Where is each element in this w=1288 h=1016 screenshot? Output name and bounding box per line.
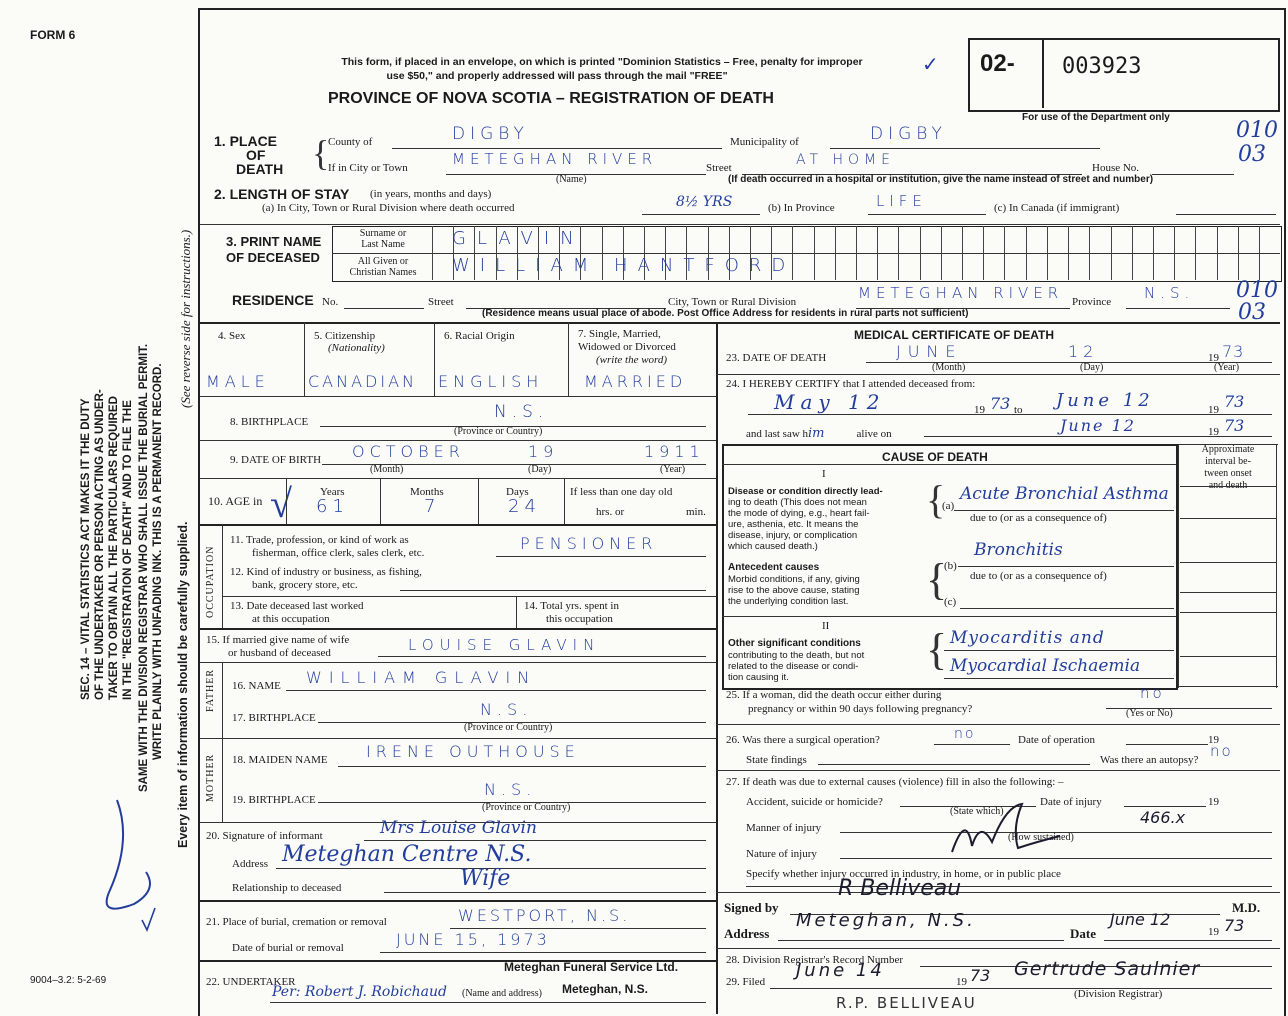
- cause-title: CAUSE OF DEATH: [882, 450, 988, 464]
- typed-physician-name: R.P. BELLIVEAU: [836, 994, 977, 1012]
- residence-province-label: Province: [1072, 296, 1112, 308]
- county-value: DIGBY: [452, 124, 529, 144]
- q15-label: 15. If married give name of wife or husband of deceased: [206, 634, 350, 659]
- street-label: Street: [706, 162, 732, 174]
- citizenship-label: 5. Citizenship: [314, 330, 376, 342]
- how-sustained-sub: (How sustained): [1008, 832, 1074, 843]
- stay-label: 2. LENGTH OF STAY: [214, 186, 350, 202]
- physician-address-label: Address: [724, 926, 770, 941]
- citizenship-value: CANADIAN: [308, 372, 417, 391]
- sex-value: MALE: [206, 372, 270, 391]
- reg-prefix: 02-: [980, 50, 1015, 77]
- antecedent-title: Antecedent causes: [728, 562, 820, 573]
- side-note-line: SEC. 14 – VITAL STATISTICS ACT MAKES IT THE DUTY: [80, 398, 92, 700]
- cause-a-value: Acute Bronchial Asthma: [960, 484, 1169, 504]
- filed-date: June 14: [796, 960, 885, 981]
- part-1-label: I: [822, 468, 826, 480]
- years-label: Years: [320, 486, 345, 498]
- residence-city-label: City, Town or Rural Division: [668, 296, 797, 308]
- q29-label: 29. Filed: [726, 976, 766, 988]
- min-label: min.: [686, 506, 706, 518]
- marital-value: MARRIED: [584, 372, 687, 391]
- side-note-line: IN THE "REGISTRATION OF DEATH" AND TO FILE THE: [122, 400, 134, 700]
- alive-year: 73: [1224, 416, 1245, 435]
- q18-label: 18. MAIDEN NAME: [232, 754, 328, 766]
- relationship-label: Relationship to deceased: [232, 882, 342, 894]
- side-note-information: Every item of information should be carefully supplied.: [176, 521, 190, 848]
- mail-notice-line-1: This form, if placed in an envelope, on which is printed "Dominion Statistics – Free, penalty for improper: [341, 56, 863, 68]
- q13-label: 13. Date deceased last worked at this occupation: [230, 600, 364, 625]
- spouse-value: LOUISE GLAVIN: [408, 636, 601, 654]
- q14-label: 14. Total yrs. spent in this occupation: [524, 600, 619, 625]
- side-note-line: SAME WITH THE DIVISION REGISTRAR WHO SHALL ISSUE THE BURIAL PERMIT.: [138, 343, 150, 792]
- form-title: PROVINCE OF NOVA SCOTIA – REGISTRATION OF DEATH: [328, 90, 774, 107]
- print-code: 9004–3.2: 5-2-69: [30, 975, 107, 986]
- dob-month: OCTOBER: [352, 442, 465, 461]
- name-label: 3. PRINT NAME OF DECEASED: [226, 234, 322, 265]
- age-label: 10. AGE in: [208, 494, 263, 508]
- county-label: County of: [328, 136, 373, 148]
- dob-day: 19: [528, 442, 559, 461]
- residence-province-value: N.S.: [1144, 284, 1195, 302]
- signed-date-label: Date: [1070, 926, 1096, 941]
- burial-date: JUNE 15, 1973: [396, 930, 550, 949]
- death-year-sub: (Year): [1214, 362, 1240, 373]
- informant-address-label: Address: [232, 858, 269, 870]
- father-prov-sub: (Province or Country): [464, 722, 553, 733]
- filed-year: 73: [970, 966, 991, 985]
- relationship-value: Wife: [460, 866, 511, 891]
- months-label: Months: [410, 486, 444, 498]
- burial-place: WESTPORT, N.S.: [458, 906, 631, 925]
- q26-answer: no: [954, 726, 976, 742]
- hospital-note: (If death occurred in a hospital or institution, give the name instead of street and number): [728, 174, 1154, 185]
- attended-to-label: to: [1014, 404, 1023, 416]
- manner-label: Manner of injury: [746, 822, 822, 834]
- side-note-line: WRITE PLAINLY WITH UNFADING INK. THIS IS A PERMANENT RECORD.: [152, 363, 164, 760]
- name-sublabel: (Name): [556, 174, 587, 185]
- stay-b-label: (b) In Province: [768, 202, 835, 214]
- less-than-day-label: If less than one day old: [570, 486, 673, 498]
- dob-day-sub: (Day): [528, 464, 552, 475]
- specify-label: Specify whether injury occurred in industry, in home, or in public place: [746, 868, 1061, 880]
- death-month-sub: (Month): [932, 362, 966, 373]
- dob-year-sub: (Year): [660, 464, 686, 475]
- given-value: WILLIAM HANTFORD: [452, 255, 796, 276]
- part-2-label: II: [822, 620, 830, 632]
- last-saw-label: and last saw him alive on: [746, 426, 892, 441]
- mother-side-label: MOTHER: [205, 753, 216, 802]
- death-year-prefix: 19: [1208, 352, 1219, 364]
- city-label: If in City or Town: [328, 162, 408, 174]
- injury-code: 466.x: [1140, 808, 1186, 827]
- street-value: AT HOME: [796, 152, 895, 168]
- side-note-instructions: (See reverse side for instructions.): [178, 229, 193, 408]
- burial-date-label: Date of burial or removal: [232, 942, 344, 954]
- father-birthplace: N.S.: [480, 700, 533, 719]
- signed-year: 73: [1224, 916, 1245, 935]
- cause-a-label: (a): [942, 500, 955, 512]
- state-findings-label: State findings: [746, 754, 807, 766]
- interval-label: Approximate interval be- tween onset and death: [1201, 444, 1255, 491]
- stay-b-value: LIFE: [876, 192, 927, 210]
- stay-c-label: (c) In Canada (if immigrant): [994, 202, 1120, 214]
- stay-a-value: 8½ YRS: [676, 194, 733, 210]
- hrs-label: hrs. or: [596, 506, 625, 518]
- mother-prov-sub: (Province or Country): [482, 802, 571, 813]
- q26-label: 26. Was there a surgical operation?: [726, 734, 880, 746]
- q25-answer: no: [1140, 684, 1165, 702]
- funeral-stamp-line-2: Meteghan, N.S.: [562, 982, 649, 996]
- marital-label: 7. Single, Married, Widowed or Divorced (write the word): [578, 328, 676, 366]
- mail-notice-line-2: use $50," and properly addressed will pass through the mail "FREE": [386, 70, 728, 82]
- to-year-prefix: 19: [1208, 404, 1219, 416]
- reg-number: 003923: [1062, 54, 1142, 79]
- q16-label: 16. NAME: [232, 680, 281, 692]
- death-year: 73: [1222, 342, 1245, 361]
- attended-from: May 12: [774, 390, 886, 414]
- registrar-signature: Gertrude Saulnier: [1014, 958, 1201, 980]
- due-to-b: due to (or as a consequence of): [970, 570, 1107, 582]
- q27-label: 27. If death was due to external causes (violence) fill in also the following: –: [726, 776, 1064, 788]
- age-years: 61: [316, 496, 349, 517]
- death-month: JUNE: [896, 342, 963, 361]
- undertaker-sub: (Name and address): [462, 988, 542, 999]
- signed-date: June 12: [1110, 910, 1171, 929]
- direct-label: Disease or condition directly lead- ing to death (This does not mean the mode of dying, e.g., heart fail- ure, asthenia, etc. It means the disease, injury, or complication which caused death.): [728, 486, 883, 552]
- residence-no-label: No.: [322, 296, 339, 308]
- q11-label: 11. Trade, profession, or kind of work as fisherman, office clerk, sales clerk, etc.: [230, 534, 425, 559]
- cause-b-label: (b): [944, 560, 957, 572]
- municipality-label: Municipality of: [730, 136, 799, 148]
- md-label: M.D.: [1232, 900, 1261, 915]
- trade-value: PENSIONER: [520, 534, 658, 553]
- side-note-line: TAKER TO OBTAIN ALL THE PARTICULARS REQUIRED: [108, 396, 120, 700]
- other-title: Other significant conditions: [728, 638, 861, 649]
- mother-name: IRENE OUTHOUSE: [366, 742, 580, 761]
- q22-label: 22. UNDERTAKER: [206, 976, 296, 988]
- q12-label: 12. Kind of industry or business, as fishing, bank, grocery store, etc.: [230, 566, 422, 591]
- q19-label: 19. BIRTHPLACE: [232, 794, 316, 806]
- alive-date: June 12: [1060, 416, 1136, 435]
- occupation-side-label: OCCUPATION: [205, 545, 216, 618]
- father-name: WILLIAM GLAVIN: [306, 668, 537, 687]
- days-label: Days: [506, 486, 529, 498]
- residence-label: RESIDENCE: [232, 292, 314, 308]
- city-value: METEGHAN RIVER: [452, 150, 658, 168]
- dob-month-sub: (Month): [370, 464, 404, 475]
- attended-from-year: 73: [990, 394, 1011, 413]
- sex-label: 4. Sex: [218, 330, 246, 342]
- accident-label: Accident, suicide or homicide?: [746, 796, 883, 808]
- signed-year-prefix: 19: [1208, 926, 1219, 938]
- citizenship-sub: (Nationality): [328, 342, 385, 354]
- registrar-sub: (Division Registrar): [1074, 988, 1163, 1000]
- injury-year-prefix: 19: [1208, 796, 1219, 808]
- dob-year: 1911: [644, 442, 705, 461]
- filed-year-prefix: 19: [956, 976, 967, 988]
- operation-year-prefix: 19: [1208, 734, 1219, 746]
- autopsy-label: Was there an autopsy?: [1100, 754, 1199, 766]
- race-label: 6. Racial Origin: [444, 330, 515, 342]
- house-label: House No.: [1092, 162, 1140, 174]
- dob-label: 9. DATE OF BIRTH: [230, 454, 322, 466]
- q21-label: 21. Place of burial, cremation or removal: [206, 916, 387, 928]
- funeral-stamp-line-1: Meteghan Funeral Service Ltd.: [504, 960, 679, 974]
- autopsy-answer: no: [1210, 742, 1233, 760]
- from-year-prefix: 19: [974, 404, 985, 416]
- stay-note: (in years, months and days): [370, 188, 492, 200]
- birthplace-value: N.S.: [494, 402, 549, 422]
- birthplace-sub: (Province or Country): [454, 426, 543, 437]
- residence-city-value: METEGHAN RIVER: [858, 284, 1064, 302]
- cause-c-label: (c): [944, 596, 957, 608]
- residence-street-label: Street: [428, 296, 454, 308]
- code-d: 03: [1238, 300, 1266, 325]
- surname-label: Surname or Last Name: [359, 228, 407, 250]
- cause-b-value: Bronchitis: [974, 540, 1063, 560]
- department-note: For use of the Department only: [1022, 112, 1170, 123]
- other-condition-2: Myocardial Ischaemia: [950, 656, 1141, 676]
- municipality-value: DIGBY: [870, 124, 947, 144]
- antecedent-label: Morbid conditions, if any, giving rise to the above cause, stating the underlying condition last.: [728, 574, 860, 607]
- not-applicable-stroke: [944, 802, 1064, 860]
- q28-label: 28. Division Registrar's Record Number: [726, 954, 904, 966]
- death-day-sub: (Day): [1080, 362, 1104, 373]
- state-which-sub: (State which): [950, 806, 1004, 817]
- given-label: All Given or Christian Names: [349, 256, 417, 278]
- race-value: ENGLISH: [438, 372, 544, 391]
- side-note-line: OF THE UNDERTAKER OR PERSON ACTING AS UNDER-: [94, 389, 106, 700]
- other-condition-1: Myocarditis and: [950, 628, 1105, 648]
- informant-address: Meteghan Centre N.S.: [282, 842, 532, 867]
- stay-a-label: (a) In City, Town or Rural Division where death occurred: [262, 202, 515, 214]
- alive-year-prefix: 19: [1208, 426, 1219, 438]
- margin-initial-mark: [62, 780, 162, 940]
- father-side-label: FATHER: [205, 668, 216, 712]
- attended-to-year: 73: [1224, 392, 1245, 411]
- q23-label: 23. DATE OF DEATH: [726, 352, 827, 364]
- attended-to: June 12: [1056, 390, 1154, 411]
- q24-label: 24. I HEREBY CERTIFY that I attended deceased from:: [726, 378, 976, 390]
- nature-label: Nature of injury: [746, 848, 817, 860]
- residence-note: (Residence means usual place of abode. Post Office Address for residents in rural parts not sufficient): [482, 308, 969, 319]
- death-registration-form: FORM 6 SEC. 14 – VITAL STATISTICS ACT MAKES IT THE DUTY OF THE UNDERTAKER OR PERSON ACTING AS UNDER- TAKER TO OBTAIN ALL THE PARTICULARS REQUIRED IN THE "REGISTRATION OF DEATH" AND TO FILE THE SAME WITH THE DIVISION REGISTRAR WHO SHALL ISSUE THE BURIAL PERMIT. WRITE PLAINLY WITH UNFADING INK. THIS IS A PERMANENT RECORD. Every item of information should be carefully supplied. (See reverse side for instructions.) 9004–3.2: 5-2-69 This form, if placed in an envelope, on which is printed "Dominion Statistics – Free, penalty for improper use $50," and properly addressed will pass through the mail "FREE" ✓ PROVINCE OF NOVA SCOTIA – REGISTRATION OF DEATH 02- 003923 For use of the Department only 1. PLACE OF DEATH { County of DIGBY Municipality of DIGBY 010 If in City or Town METEGHAN RIVER (Name) Street AT HOME House No. 03 (If death occurred in a hospital or institution, give the name instead of street and number) 2. LENGTH OF STAY (in years, months and days) (a) In City, Town or Rural Division where death occurred 8½ YRS (b) In Province LIFE (c) In Canada (if immigrant) 3. PRINT NAME OF DECEASED Surname or Last Name All Given or Christian Names GLAVIN WILLIAM HANTFORD RESIDENCE No. Street City, Town or Rural Division METEGHAN RIVER Province N.S. 010 03 (Residence means usual place of abode. Post Office Address for residents in rural parts not sufficient) 4. Sex 5. Citizenship (Nationality) 6. Racial Origin 7. Single, Married, Widowed or Divorced (write the word) MALE CANADIAN ENGLISH MARRIED 8. BIRTHPLACE N.S. (Province or Country) 9. DATE OF BIRTH OCTOBER 19 1911 (Month) (Day) (Year) 10. AGE in √ Years Months Days 61 7 24 If less than one day old hrs. or min. OCCUPATION 11. Trade, profession, or kind of work as fisherman, office clerk, sales clerk, etc. PENSIONER 12. Kind of industry or business, as fishing, bank, grocery store, etc. 13. Date deceased last worked at this occupation 14. Total yrs. spent in this occupation 15. If married give name of wife or husband of deceased LOUISE GLAVIN FATHER 16. NAME WILLIAM GLAVIN 17. BIRTHPLACE N.S. (Province or Country) MOTHER 18. MAIDEN NAME IRENE OUTHOUSE 19. BIRTHPLACE N.S. (Province or Country) 20. Signature of informant Mrs Louise Glavin Address Meteghan Centre N.S. Relationship to deceased Wife 21. Place of burial, cremation or removal WESTPORT, N.S. Date of burial or removal JUNE 15, 1973 22. UNDERTAKER Meteghan Funeral Service Ltd. Meteghan, N.S. Per: Robert J. Robichaud (Name and address) MEDICAL CERTIFICATE OF DEATH 23. DATE OF DEATH JUNE 12 19 73 (Month) (Day) (Year) 24. I HEREBY CERTIFY that I attended deceased from: May 12 19 73 to June 12 19 73 and last saw him alive on June 12 19 73 CAUSE OF DEATH Approximate interval be- tween onset and death I Disease or condition directly lead- ing to death (This does not mean the mode of dying, e.g., heart fail- ure, asthenia, etc. It means the disease, injury, or complication which caused death.) { (a) Acute Bronchial Asthma due to (or as a consequence of) Antecedent causes Morbid conditions, if any, giving rise to the above cause, stating the underlying condition last. { (b) Bronchitis due to (or as a consequence of) (c) II Other significant conditions contributing to the death, but not related to the disease or condi- tion causing it. { Myocarditis and Myocardial Ischaemia 25. If a woman, did the death occur either during pregnancy or within 90 days following pregnancy? no (Yes or No) 26. Was there a surgical operation? no Date of operation 19 State findings Was there an autopsy? no 27. If death was due to external causes (violence) fill in also the following: – Accident, suicide or homicide? Date of injury 19 (State which) Manner of injury (How sustained) 466.x Nature of injury Specify whether injury occurred in industry, in home, or in public place Signed by R Belliveau M.D. Address Meteghan, N.S. Date June 12 19 73 28. Division Registrar's Record Number 29. Filed June 14 19 73 Gertrude Saulnier (Division Registrar) R.P. BELLIVEAU: [0, 0, 1288, 1014]
- code-c: 010: [1236, 278, 1278, 303]
- medical-title: MEDICAL CERTIFICATE OF DEATH: [854, 328, 1054, 342]
- mother-birthplace: N.S.: [484, 780, 537, 799]
- other-label: contributing to the death, but not related to the disease or condi- tion causing it.: [728, 650, 865, 683]
- death-day: 12: [1068, 342, 1099, 361]
- check-mark: ✓: [922, 54, 939, 76]
- undertaker-signature: Per: Robert J. Robichaud: [272, 984, 447, 1000]
- code-a: 010: [1236, 118, 1278, 143]
- place-label: 1. PLACE OF DEATH: [214, 133, 284, 177]
- operation-date-label: Date of operation: [1018, 734, 1095, 746]
- code-b: 03: [1238, 142, 1266, 167]
- signed-by-label: Signed by: [724, 900, 779, 915]
- informant-signature: Mrs Louise Glavin: [380, 818, 537, 838]
- age-months: 7: [424, 496, 441, 517]
- physician-address: Meteghan, N.S.: [796, 910, 976, 931]
- birthplace-label: 8. BIRTHPLACE: [230, 416, 309, 428]
- q17-label: 17. BIRTHPLACE: [232, 712, 316, 724]
- surname-value: GLAVIN: [452, 228, 585, 249]
- age-days: 24: [508, 496, 541, 517]
- q25-label: 25. If a woman, did the death occur either during pregnancy or within 90 days following pregnancy?: [726, 689, 973, 715]
- q20-label: 20. Signature of informant: [206, 830, 323, 842]
- due-to-a: due to (or as a consequence of): [970, 512, 1107, 524]
- injury-date-label: Date of injury: [1040, 796, 1102, 808]
- yes-no-sub: (Yes or No): [1126, 708, 1173, 719]
- physician-signature: R Belliveau: [838, 876, 962, 901]
- form-code: FORM 6: [30, 28, 76, 42]
